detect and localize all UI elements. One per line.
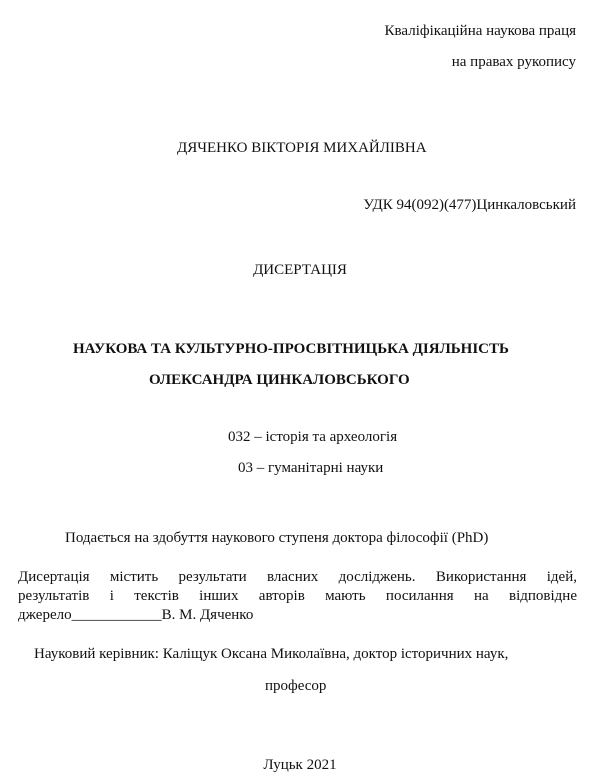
supervisor-line-1: Науковий керівник: Каліщук Оксана Миколаївна, доктор історичних наук,	[34, 646, 509, 662]
specialty-line-1: 032 – історія та археологія	[228, 429, 398, 445]
declaration-line-3: джерело____________В. М. Дяченко	[18, 607, 254, 623]
declaration-line-1: Дисертація містить результати власних досліджень. Використання ідей,	[18, 569, 577, 585]
title-line-1: НАУКОВА ТА КУЛЬТУРНО-ПРОСВІТНИЦЬКА ДІЯЛЬНІСТЬ	[73, 341, 509, 357]
udk-code: УДК 94(092)(477)Цинкаловський	[363, 197, 576, 213]
place-and-year: Луцьк 2021	[263, 757, 337, 773]
header-line-2: на правах рукопису	[451, 54, 576, 70]
title-line-2: ОЛЕКСАНДРА ЦИНКАЛОВСЬКОГО	[149, 372, 410, 388]
degree-statement: Подається на здобуття наукового ступеня доктора філософії (PhD)	[65, 530, 489, 546]
header-line-1: Кваліфікаційна наукова праця	[384, 23, 576, 39]
supervisor-line-2: професор	[265, 678, 327, 694]
specialty-line-2: 03 – гуманітарні науки	[238, 460, 384, 476]
author-name: ДЯЧЕНКО ВІКТОРІЯ МИХАЙЛІВНА	[177, 140, 427, 156]
declaration-line-2: результатів і текстів інших авторів мають посилання на відповідне	[18, 588, 577, 604]
originality-declaration	[18, 568, 577, 625]
document-type: ДИСЕРТАЦІЯ	[253, 262, 347, 278]
